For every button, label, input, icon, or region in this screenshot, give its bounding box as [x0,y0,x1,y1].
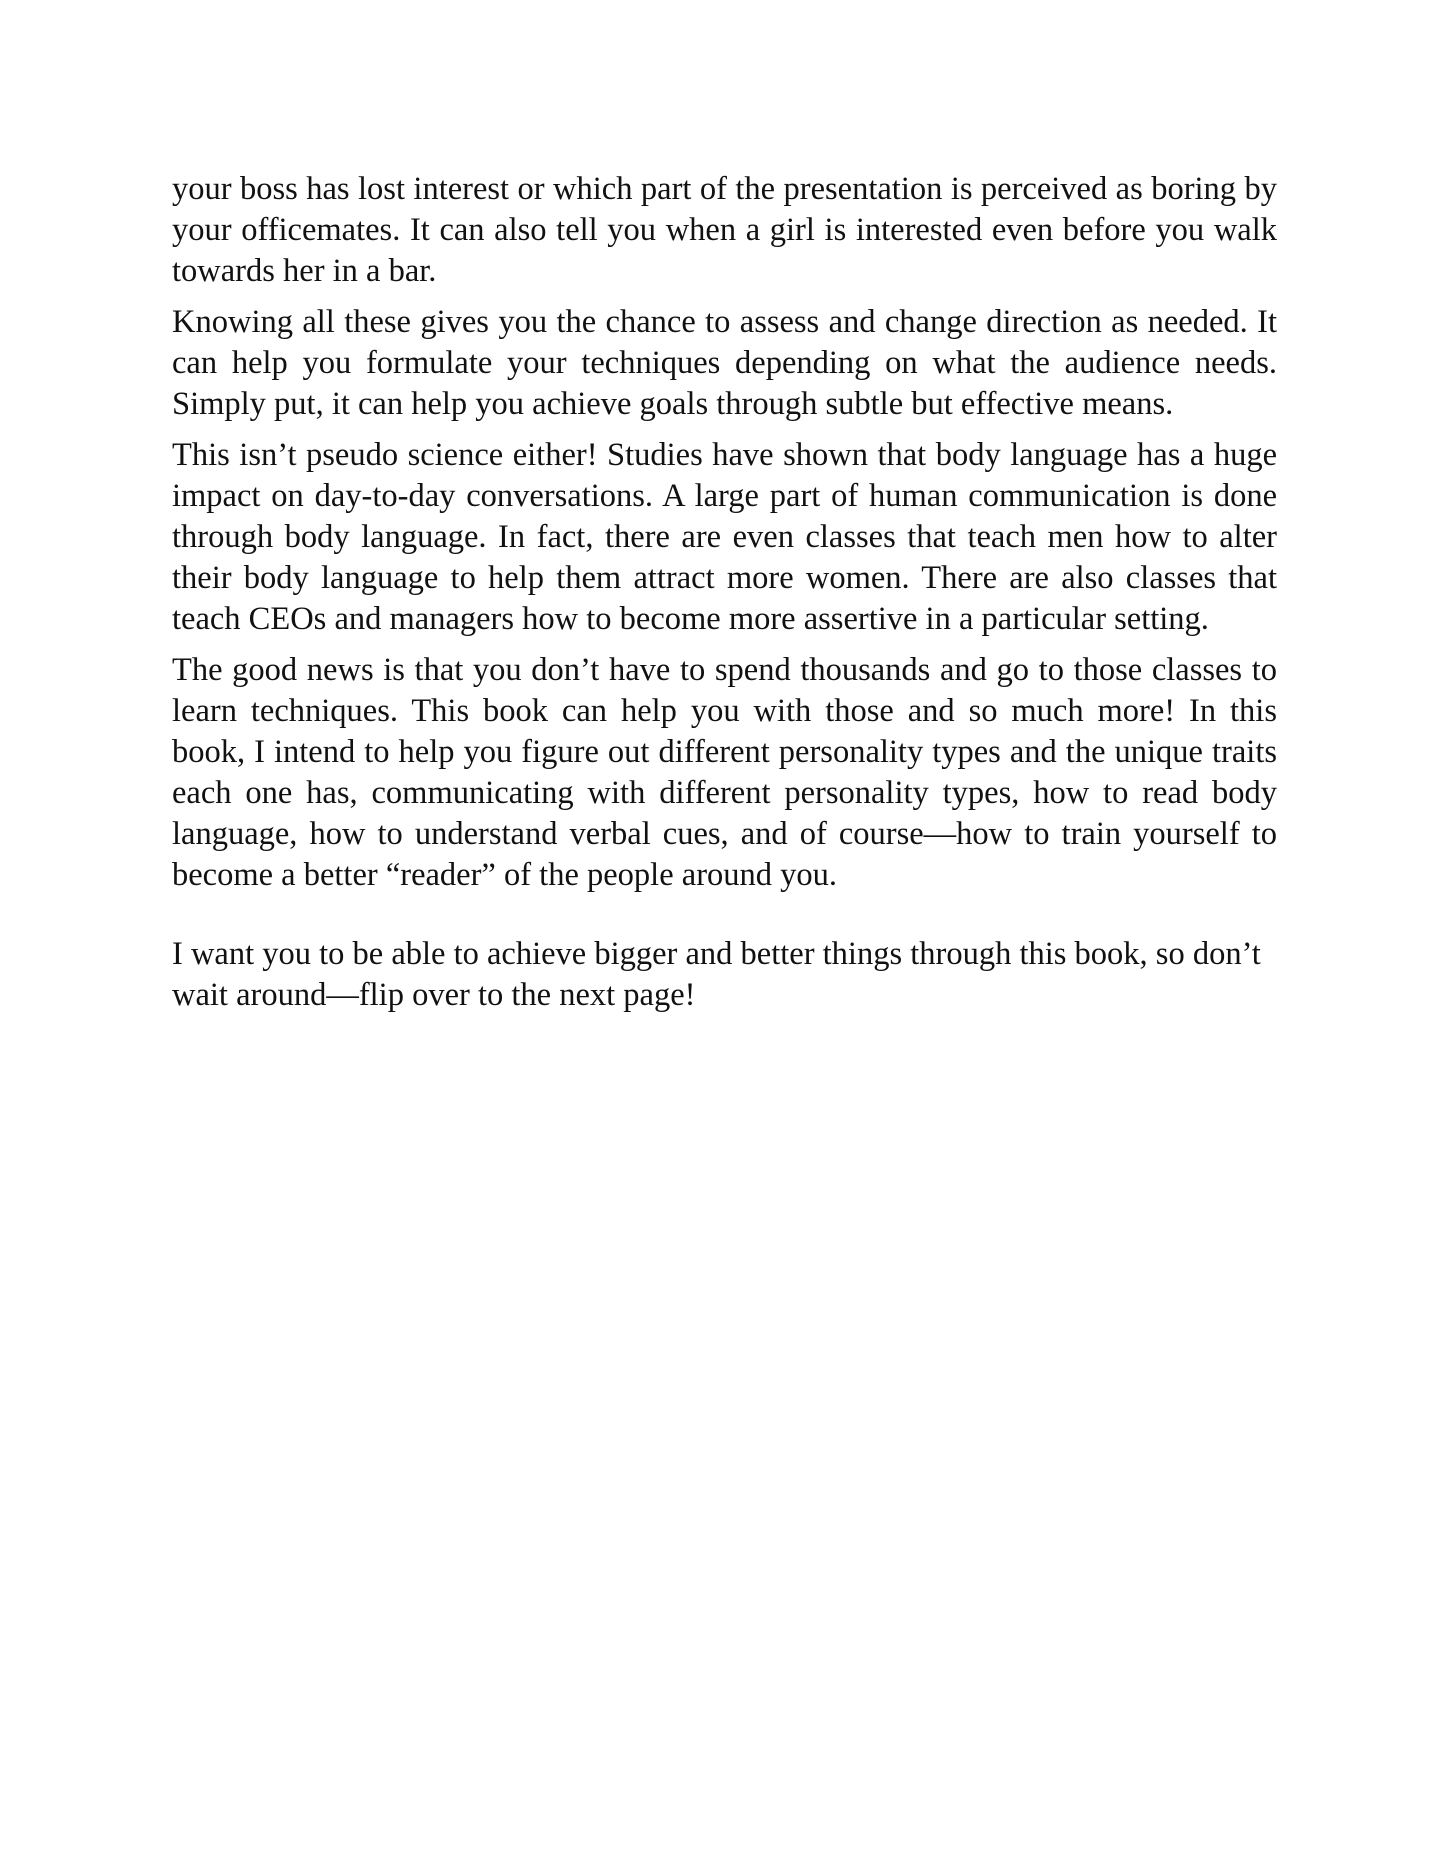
paragraph-4: The good news is that you don’t have to spend thousands and go to those classes to learn techniques. This book can help you with those and so much more! In this book, I intend to help you figure out different personality types and the unique traits each one has, communicating with different personality types, how to read body language, how to understand verbal cues, and of course—how to train yourself to become a better “reader” of the people around you. [172,652,1277,893]
closing-paragraph: I want you to be able to achieve bigger and better things through this book, so don’t wait around—flip over to the next page! [172,936,1261,1013]
paragraph-1: your boss has lost interest or which part of the presentation is perceived as boring by your officemates. It can also tell you when a girl is interested even before you walk towards her in a bar. [172,171,1277,289]
body-text [172,169,1277,1026]
paragraph-3: This isn’t pseudo science either! Studies have shown that body language has a huge impact on day-to-day conversations. A large part of human communication is done through body language. In fact, there are even classes that teach men how to alter their body language to help them attract more women. There are also classes that teach CEOs and managers how to become more assertive in a particular setting. [172,437,1277,637]
paragraph-2: Knowing all these gives you the chance to assess and change direction as needed. It can help you formulate your techniques depending on what the audience needs. Simply put, it can help you achieve goals through subtle but effective means. [172,304,1277,422]
